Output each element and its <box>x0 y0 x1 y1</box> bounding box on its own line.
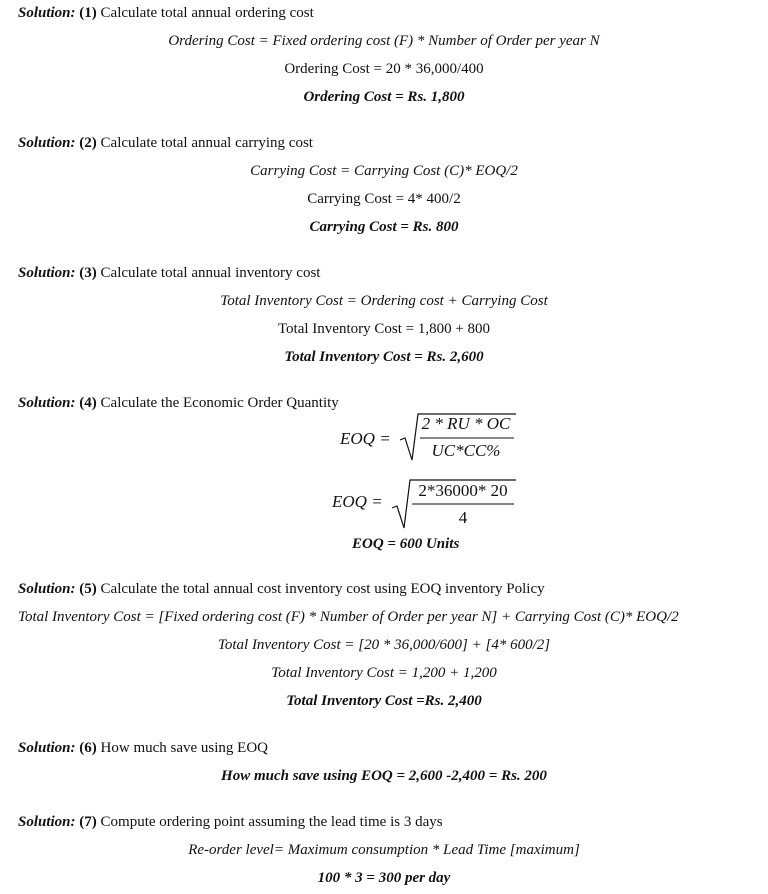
solution-number: (3) <box>79 265 97 281</box>
s2-result: Carrying Cost = Rs. 800 <box>309 219 459 235</box>
solution-label: Solution: <box>18 395 76 411</box>
s2-formula: Carrying Cost = Carrying Cost (C)* EOQ/2 <box>250 163 518 179</box>
solution-number: (5) <box>79 581 97 597</box>
solution-3-heading <box>18 264 320 282</box>
solution-label: Solution: <box>18 265 76 281</box>
solution-text: How much save using EOQ <box>100 740 269 756</box>
s3-substitution: Total Inventory Cost = 1,800 + 800 <box>277 321 491 337</box>
s7-result: 100 * 3 = 300 per day <box>317 870 451 886</box>
s5-result: Total Inventory Cost =Rs. 2,400 <box>286 693 482 709</box>
eoq-formula-denominator: UC*CC% <box>431 441 501 460</box>
s6-result: How much save using EOQ = 2,600 -2,400 = Rs. 200 <box>221 768 547 784</box>
solution-label: Solution: <box>18 740 76 756</box>
solution-text: Calculate total annual carrying cost <box>100 135 313 151</box>
solution-2-heading <box>18 134 313 152</box>
s5-formula: Total Inventory Cost = [Fixed ordering cost (F) * Number of Order per year N] + Carrying Cost (C)* EOQ/2 <box>18 609 679 625</box>
eoq-formula-numerator: 2 * RU * OC <box>421 414 511 433</box>
eoq-result: EOQ = 600 Units <box>352 536 460 552</box>
solution-number: (2) <box>79 135 97 151</box>
solution-text: Compute ordering point assuming the lead time is 3 days <box>100 814 443 830</box>
s5-substitution: Total Inventory Cost = [20 * 36,000/600] + [4* 600/2] <box>217 637 551 653</box>
solution-5-heading <box>18 580 545 598</box>
solution-label: Solution: <box>18 581 76 597</box>
s5-sum: Total Inventory Cost = 1,200 + 1,200 <box>271 665 497 681</box>
solution-number: (6) <box>79 740 97 756</box>
solution-label: Solution: <box>18 814 76 830</box>
solution-4-heading <box>18 394 339 412</box>
eoq-substitution-denominator: 4 <box>458 508 468 527</box>
solution-label: Solution: <box>18 5 76 21</box>
solution-6-heading <box>18 739 268 757</box>
s1-substitution: Ordering Cost = 20 * 36,000/400 <box>284 61 484 77</box>
solution-1-heading <box>18 4 314 22</box>
solution-label: Solution: <box>18 135 76 151</box>
solution-number: (4) <box>79 395 97 411</box>
s3-formula: Total Inventory Cost = Ordering cost + Carrying Cost <box>220 293 548 309</box>
eoq-substitution-lhs: EOQ = <box>332 492 383 511</box>
eoq-substitution-numerator: 2*36000* 20 <box>418 481 508 500</box>
eoq-formula-lhs: EOQ = <box>340 429 391 448</box>
solution-text: Calculate the total annual cost inventory cost using EOQ inventory Policy <box>100 581 545 597</box>
solution-text: Calculate total annual inventory cost <box>100 265 321 281</box>
s1-formula: Ordering Cost = Fixed ordering cost (F) * Number of Order per year N <box>168 33 600 49</box>
solution-number: (1) <box>79 5 97 21</box>
solution-text: Calculate total annual ordering cost <box>100 5 314 21</box>
solution-text: Calculate the Economic Order Quantity <box>100 395 339 411</box>
s7-formula: Re-order level= Maximum consumption * Lead Time [maximum] <box>188 842 580 858</box>
s3-result: Total Inventory Cost = Rs. 2,600 <box>284 349 484 365</box>
solution-number: (7) <box>79 814 97 830</box>
s1-result: Ordering Cost = Rs. 1,800 <box>303 89 465 105</box>
solution-7-heading <box>18 813 443 831</box>
s2-substitution: Carrying Cost = 4* 400/2 <box>307 191 461 207</box>
